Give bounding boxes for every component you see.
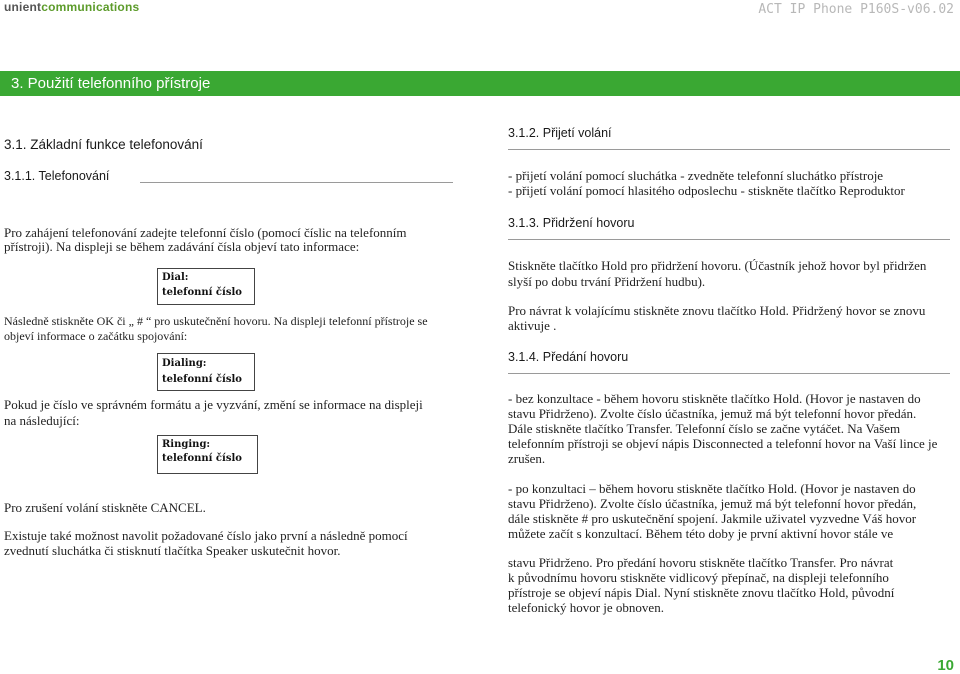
hold-text: Stiskněte tlačítko Hold pro přidržení hovoru. (Účastník jehož hovor byl přidržen	[508, 258, 927, 273]
transfer-text: přístroje se objeví nápis Dial. Nyní stiskněte znovu tlačítko Hold, původní	[508, 585, 895, 600]
transfer-text: stavu Přidrženo). Zvolte číslo účastníka, jemuž má být telefonní hovor předán,	[508, 496, 917, 511]
display-label: Dial:	[162, 272, 189, 283]
return-text: aktivuje .	[508, 318, 557, 333]
phone-display-dialing	[157, 353, 255, 391]
display-value: telefonní číslo	[162, 453, 242, 464]
transfer-text: telefonický hovor je obnoven.	[508, 600, 664, 615]
option-text: zvednutí sluchátka či stisknutí tlačítka Speaker uskutečnit hovor.	[4, 543, 341, 558]
intro-text: přístroji). Na displeji se během zadávání čísla objeví tato informace:	[4, 239, 360, 254]
transfer-text: zrušen.	[508, 451, 546, 466]
display-label: Dialing:	[162, 358, 207, 369]
receive-text: - přijetí volání pomocí sluchátka - zvedněte telefonní sluchátko přístroje	[508, 168, 884, 183]
display-value: telefonní číslo	[162, 287, 242, 298]
after-dial-text: objeví informace o začátku spojování:	[4, 329, 188, 343]
option-text: Existuje také možnost navolit požadované číslo jako první a následně pomocí	[4, 528, 408, 543]
intro-text: Pro zahájení telefonování zadejte telefonní číslo (pomocí číslic na telefonním	[4, 225, 407, 240]
subsection-heading-pridrzeni: 3.1.3. Přidržení hovoru	[508, 216, 635, 230]
document-title: ACT IP Phone P160S-v06.02	[758, 2, 954, 17]
transfer-text: k původnímu hovoru stiskněte vidlicový přepínač, na displeji telefonního	[508, 570, 889, 585]
hold-text: slyší po dobu trvání Přidržení hudbu).	[508, 274, 706, 289]
transfer-text: telefonním přístroji se objeví nápis Disconnected a telefonní hovor na Vaší lince je	[508, 436, 938, 451]
after-dial-text: Následně stiskněte OK či „ # “ pro uskutečnění hovoru. Na displeji telefonní přístroje se	[4, 314, 428, 328]
logo-text-prefix: unient	[4, 0, 42, 14]
page-number: 10	[937, 657, 954, 674]
heading-rule	[508, 149, 950, 150]
heading-rule	[140, 182, 453, 183]
chapter-title: 3. Použití telefonního přístroje	[11, 75, 211, 92]
display-value: telefonní číslo	[162, 374, 242, 385]
heading-rule	[508, 373, 950, 374]
transfer-text: - po konzultaci – během hovoru stiskněte tlačítko Hold. (Hovor je nastaven do	[508, 481, 916, 496]
phone-display-ringing	[157, 435, 258, 474]
section-heading: 3.1. Základní funkce telefonování	[4, 137, 203, 152]
heading-rule	[508, 239, 950, 240]
subsection-heading-predani: 3.1.4. Předání hovoru	[508, 350, 629, 364]
display-label: Ringing:	[162, 439, 211, 450]
transfer-text: Dále stiskněte tlačítko Transfer. Telefonní číslo se začne vytáčet. Na Vašem	[508, 421, 901, 436]
transfer-text: dále stiskněte # pro uskutečnění spojení. Jakmile uživatel vyzvedne Váš hovor	[508, 511, 917, 526]
transfer-text: - bez konzultace - během hovoru stiskněte tlačítko Hold. (Hovor je nastaven do	[508, 391, 921, 406]
subsection-heading-prijeti: 3.1.2. Přijetí volání	[508, 126, 612, 140]
receive-text: - přijetí volání pomocí hlasitého odposlechu - stiskněte tlačítko Reproduktor	[508, 183, 905, 198]
valid-number-text: na následující:	[4, 413, 80, 428]
transfer-text: můžete začít s konzultací. Během této doby je první aktivní hovor stále ve	[508, 526, 894, 541]
cancel-text: Pro zrušení volání stiskněte CANCEL.	[4, 500, 206, 515]
phone-display-dial	[157, 268, 255, 305]
logo-text-accent: communications	[41, 0, 140, 14]
valid-number-text: Pokud je číslo ve správném formátu a je vyzvání, změní se informace na displeji	[4, 397, 423, 412]
company-logo	[4, 0, 139, 14]
transfer-text: stavu Přidrženo. Pro předání hovoru stiskněte tlačítko Transfer. Pro návrat	[508, 555, 894, 570]
subsection-heading-telefonovani: 3.1.1. Telefonování	[4, 169, 110, 183]
transfer-text: stavu Přidrženo). Zvolte číslo účastníka, jemuž má být telefonní hovor předán.	[508, 406, 917, 421]
return-text: Pro návrat k volajícímu stiskněte znovu tlačítko Hold. Přidržený hovor se znovu	[508, 303, 926, 318]
